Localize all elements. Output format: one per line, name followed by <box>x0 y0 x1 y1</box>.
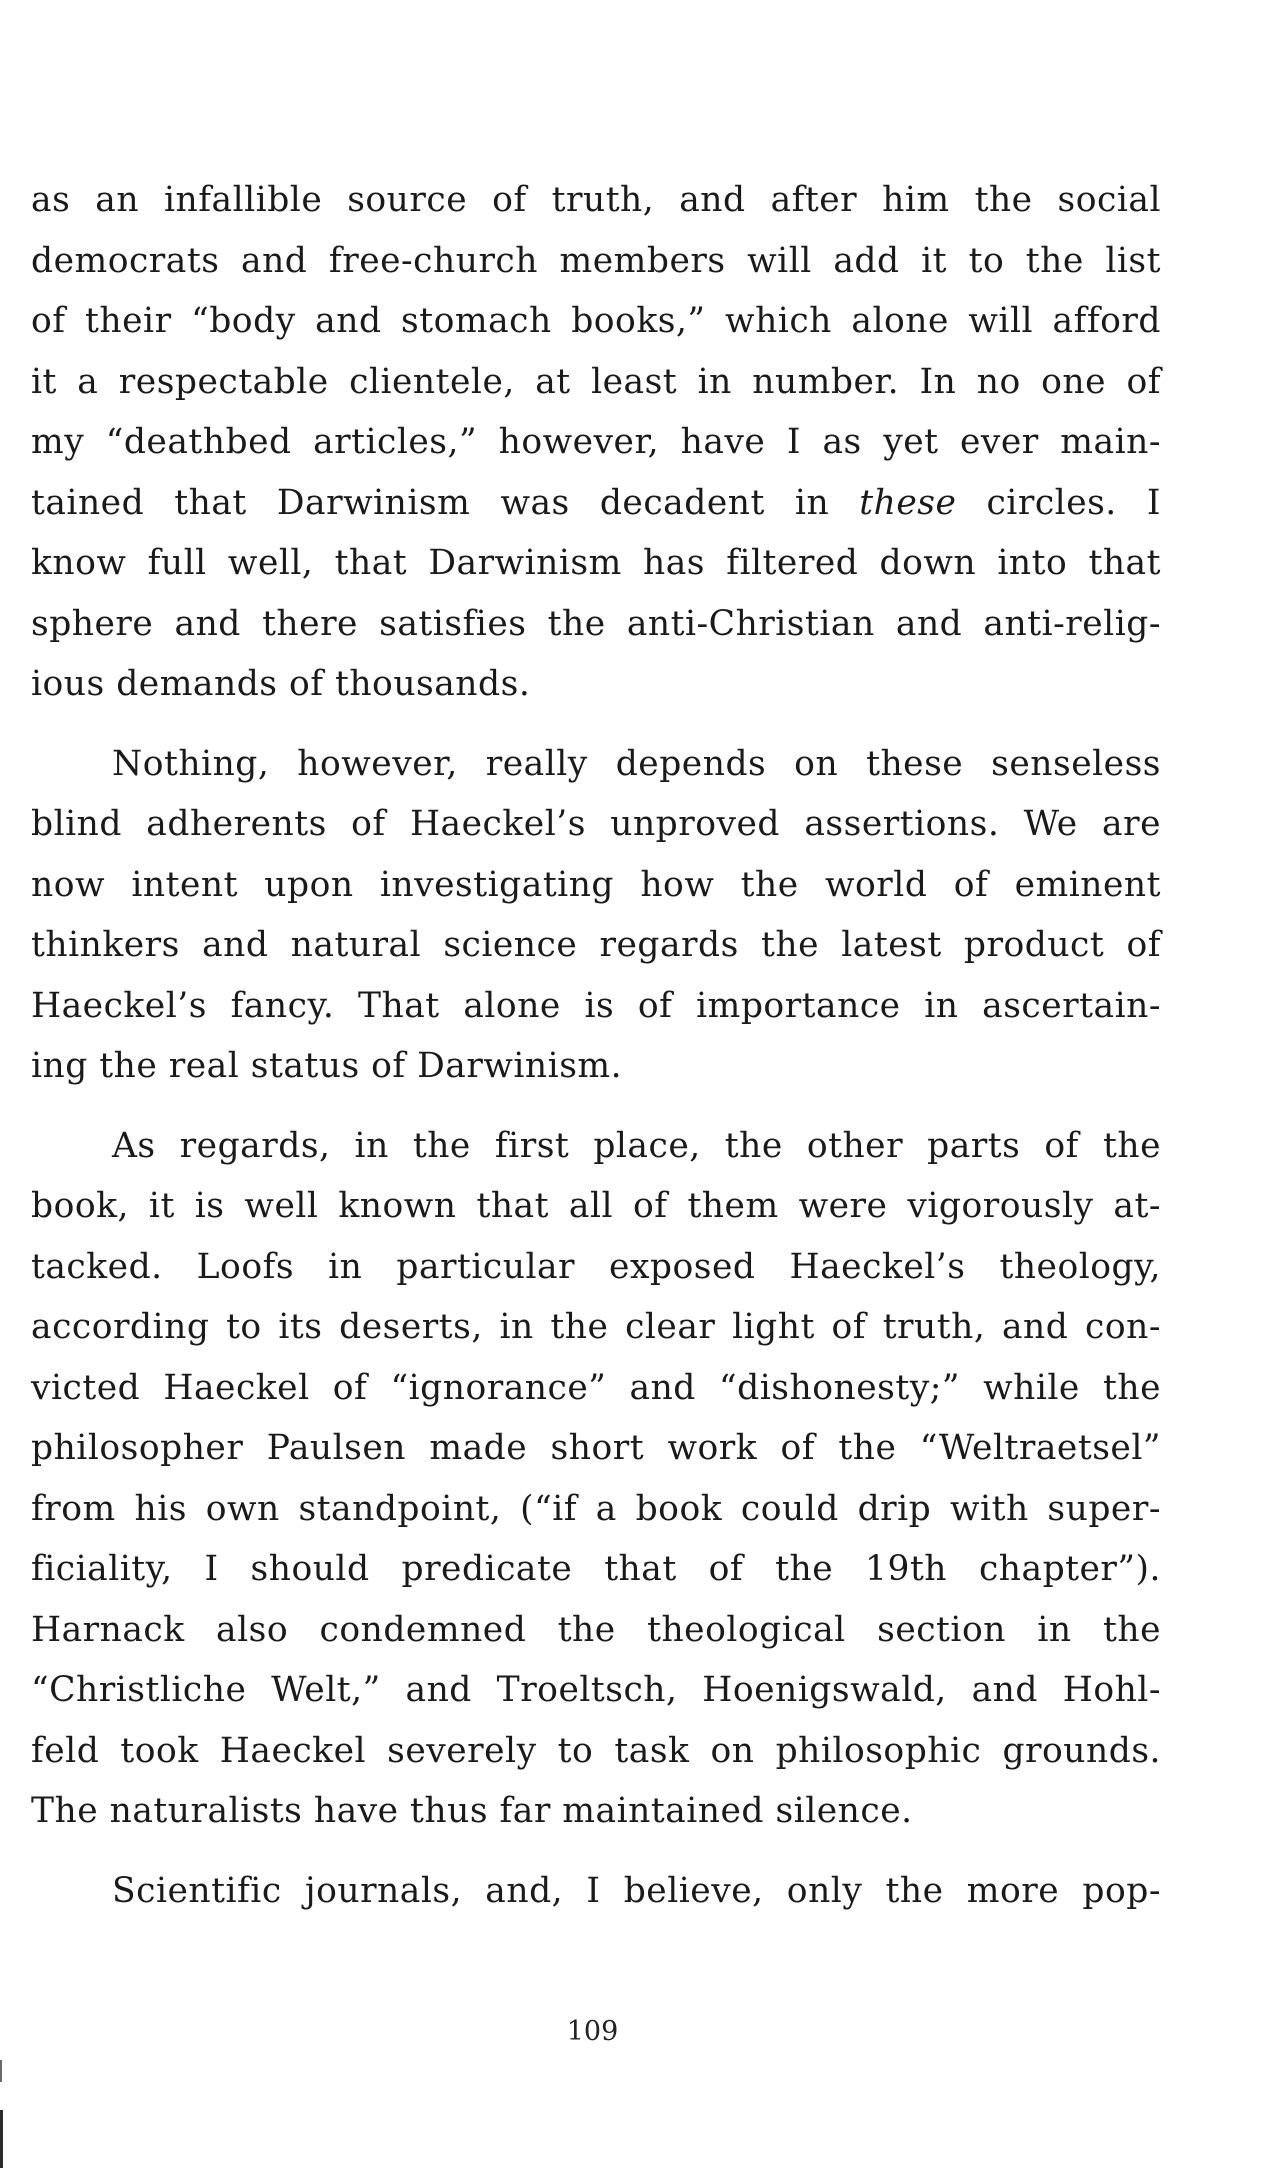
text-line: know full well, that Darwinism has filtered down into that <box>31 543 1161 583</box>
text-line: book, it is well known that all of them were vigorously at- <box>31 1186 1161 1226</box>
text-line: of their “body and stomach books,” which alone will afford <box>31 301 1161 341</box>
paragraph-4 <box>31 1861 1161 1922</box>
text-line: “Christliche Welt,” and Troeltsch, Hoenigswald, and Hohl- <box>31 1670 1161 1710</box>
text-line: feld took Haeckel severely to task on philosophic grounds. <box>31 1730 1161 1771</box>
paragraph-1 <box>31 170 1161 715</box>
text-line: tained that Darwinism was decadent in these circles. I <box>31 482 1161 523</box>
emphasis-these: these <box>859 482 957 523</box>
text-line: ious demands of thousands. <box>31 664 531 704</box>
text-line: The naturalists have thus far maintained silence. <box>31 1791 913 1831</box>
text-line: from his own standpoint, (“if a book could drip with super- <box>31 1488 1161 1529</box>
text-line: blind adherents of Haeckel’s unproved assertions. We are <box>31 804 1161 844</box>
page-body <box>31 170 1161 1921</box>
text-line: sphere and there satisfies the anti-Christian and anti-relig- <box>31 603 1161 644</box>
text-line: ficiality, I should predicate that of the 19th chapter”). <box>31 1549 1161 1589</box>
text-line: tacked. Loofs in particular exposed Haeckel’s theology, <box>31 1246 1161 1287</box>
text-line: as an infallible source of truth, and after him the social <box>31 180 1161 220</box>
paragraph-2 <box>31 734 1161 1097</box>
text-line: victed Haeckel of “ignorance” and “dishonesty;” while the <box>31 1367 1161 1408</box>
text-line: As regards, in the first place, the other parts of the <box>112 1125 1161 1166</box>
text-line: ing the real status of Darwinism. <box>31 1046 623 1086</box>
text-line: now intent upon investigating how the world of eminent <box>31 864 1161 905</box>
text-line: democrats and free-church members will add it to the list <box>31 240 1161 281</box>
paragraph-3 <box>31 1116 1161 1842</box>
text-line: Nothing, however, really depends on these senseless <box>112 743 1161 784</box>
text-line: according to its deserts, in the clear light of truth, and con- <box>31 1307 1161 1347</box>
scan-edge-mark <box>0 2060 2 2082</box>
text-line: Haeckel’s fancy. That alone is of importance in ascertain- <box>31 985 1161 1026</box>
scan-edge-mark <box>0 2110 3 2168</box>
page-number: 109 <box>566 2016 619 2047</box>
text-line: my “deathbed articles,” however, have I as yet ever main- <box>31 422 1161 462</box>
text-line: Harnack also condemned the theological section in the <box>31 1609 1161 1650</box>
text-line: philosopher Paulsen made short work of the “Weltraetsel” <box>31 1428 1161 1468</box>
text-line: it a respectable clientele, at least in number. In no one of <box>31 361 1161 402</box>
text-line: thinkers and natural science regards the latest product of <box>31 925 1161 965</box>
text-line: Scientific journals, and, I believe, only the more pop- <box>112 1870 1161 1911</box>
